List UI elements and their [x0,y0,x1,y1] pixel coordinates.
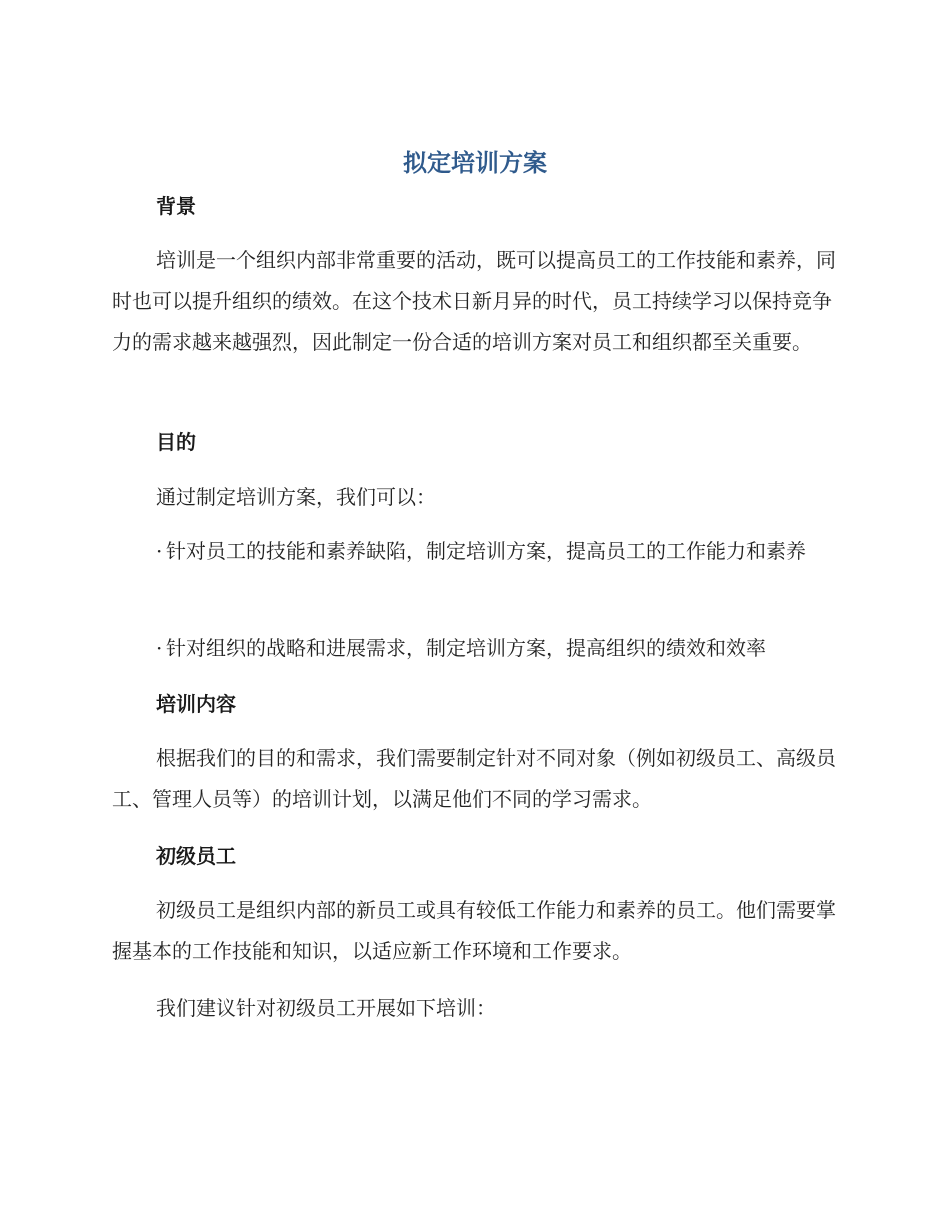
section-heading-purpose: 目的 [156,430,196,454]
bullet-dot: · [156,636,163,660]
background-paragraph: 培训是一个组织内部非常重要的活动，既可以提高员工的工作技能和素养，同时也可以提升组织的绩效。在这个技术日新月异的时代，员工持续学习以保持竞争力的需求越来越强烈，因此制定一份合适的培训方案对员工和组织都至关重要。 [112,248,836,354]
document-title: 拟定培训方案 [403,149,547,177]
bullet-text: 针对员工的技能和素养缺陷，制定培训方案，提高员工的工作能力和素养 [166,539,806,563]
section-heading-content: 培训内容 [156,692,236,716]
bullet-text: 针对组织的战略和进展需求，制定培训方案，提高组织的绩效和效率 [166,636,766,660]
bullet-dot: · [156,539,163,563]
section-heading-junior: 初级员工 [156,844,236,868]
purpose-bullet-1 [112,531,840,572]
purpose-intro: 通过制定培训方案，我们可以： [156,485,436,509]
purpose-bullet-2 [112,628,840,669]
junior-paragraph: 初级员工是组织内部的新员工或具有较低工作能力和素养的员工。他们需要掌握基本的工作技能和知识，以适应新工作环境和工作要求。 [112,898,836,963]
section-heading-background: 背景 [156,194,196,218]
content-paragraph: 根据我们的目的和需求，我们需要制定针对不同对象（例如初级员工、高级员工、管理人员等）的培训计划，以满足他们不同的学习需求。 [112,746,836,811]
junior-suggestion: 我们建议针对初级员工开展如下培训： [156,996,496,1020]
